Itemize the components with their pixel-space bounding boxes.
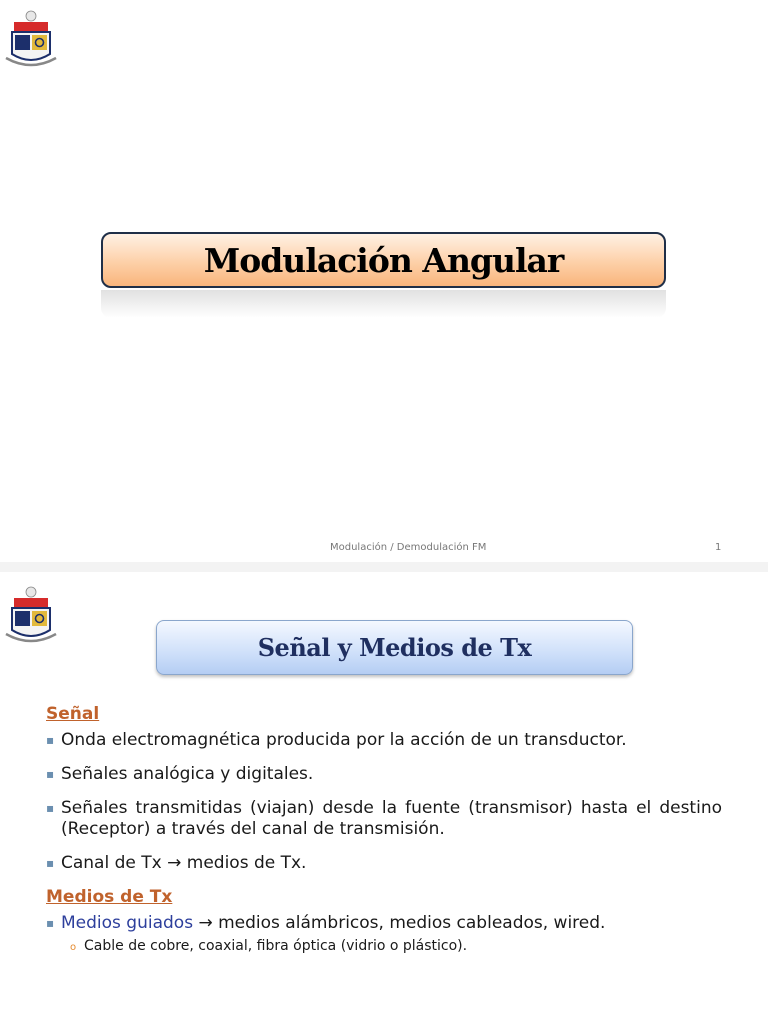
title-reflection — [101, 290, 666, 318]
bullet-square-icon: ▪ — [46, 767, 55, 781]
bullet-item — [46, 730, 722, 751]
section-heading-senal: Señal — [46, 704, 100, 724]
slide-title: Modulación Angular — [101, 232, 666, 288]
sub-bullet-text: Cable de cobre, coaxial, fibra óptica (vidrio o plástico). — [84, 938, 468, 954]
circle-bullet-icon: o — [70, 942, 77, 953]
bullet-text: Señales analógica y digitales. — [61, 764, 314, 784]
bullet-term: Medios guiados — [61, 913, 194, 933]
slide-content — [46, 704, 722, 967]
bullet-text: → medios alámbricos, medios cableados, wired. — [193, 913, 606, 933]
slide-2 — [0, 572, 768, 1024]
slide-footer: Modulación / Demodulación FM — [330, 542, 487, 553]
bullet-item — [46, 798, 722, 840]
bullet-item — [46, 913, 722, 934]
bullet-item — [46, 764, 722, 785]
section-heading-medios: Medios de Tx — [46, 887, 173, 907]
bullet-item — [46, 853, 722, 874]
university-crest-logo — [4, 584, 58, 648]
slide-title: Señal y Medios de Tx — [156, 620, 633, 675]
bullet-text: Señales transmitidas (viajan) desde la fuente (transmisor) hasta el destino (Receptor) a través del canal de transmisión. — [61, 798, 722, 839]
university-crest-logo — [4, 8, 58, 72]
bullet-square-icon: ▪ — [46, 856, 55, 870]
bullet-square-icon: ▪ — [46, 916, 55, 930]
slide-separator — [0, 562, 768, 572]
bullet-square-icon: ▪ — [46, 733, 55, 747]
bullet-square-icon: ▪ — [46, 801, 55, 815]
page-number: 1 — [715, 542, 722, 553]
bullet-text: Canal de Tx → medios de Tx. — [61, 853, 307, 873]
sub-bullet-item — [46, 937, 722, 955]
bullet-text: Onda electromagnética producida por la acción de un transductor. — [61, 730, 627, 750]
